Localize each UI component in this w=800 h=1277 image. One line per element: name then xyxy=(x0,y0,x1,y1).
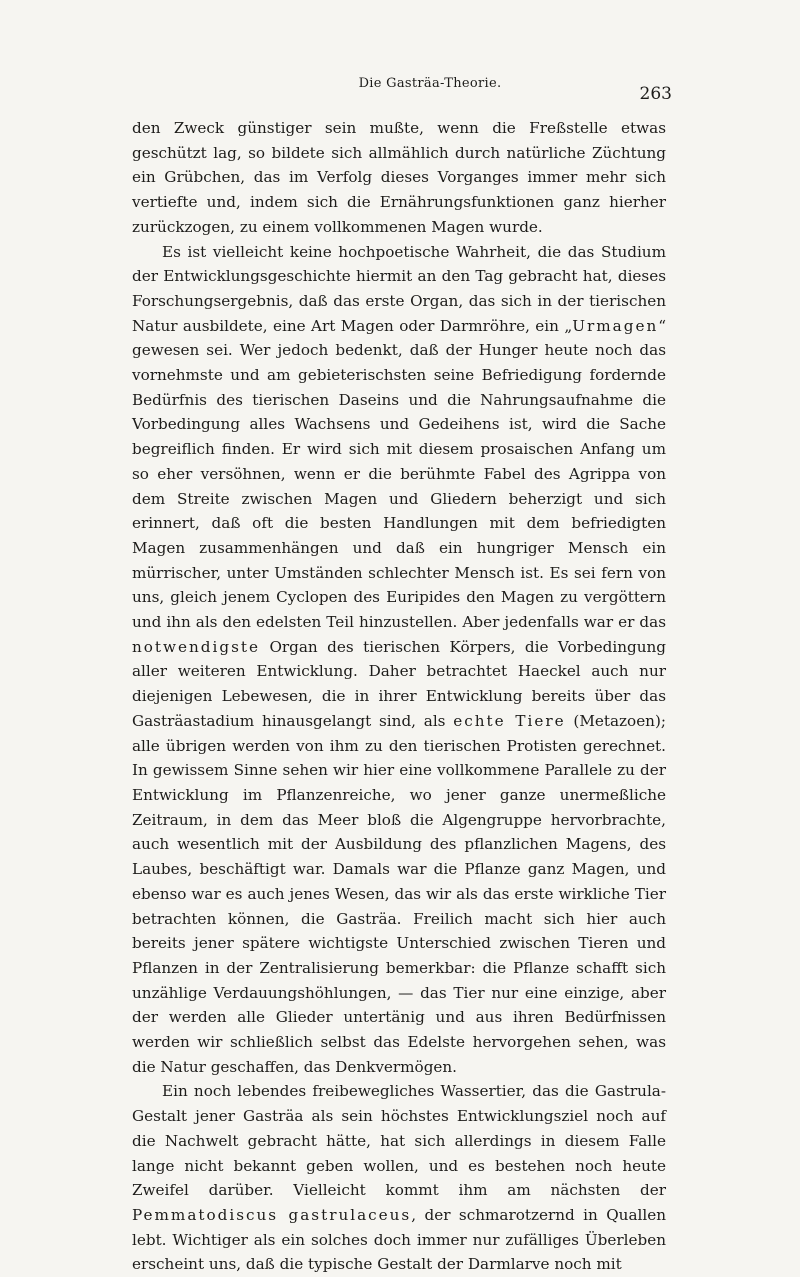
paragraph-2 xyxy=(132,240,666,1080)
text-run: den Zweck günstiger sein mußte, wenn die Freßstelle etwas geschützt lag, so bildete sich allmählich durch natürliche Züchtung ein Grübchen, das im Verfolg dieses Vorganges immer mehr sich vertiefte und, indem sich die Ernährungsfunktionen ganz hierher zurückzogen, zu einem vollkommenen Magen wurde. xyxy=(132,119,666,236)
text-run: Es ist vielleicht keine hochpoetische Wahrheit, die das Studium der Entwicklungsgeschichte hiermit an den Tag gebracht hat, dieses Forschungsergebnis, daß das erste Organ, das sich in der tierischen Natur ausbildete, eine Art Magen oder Darmröhre, ein „ xyxy=(132,242,666,335)
text-run: Organ des tierischen Körpers, die Vorbedingung aller weiteren Entwicklung. Daher betrachtet Haeckel auch nur diejenigen Lebewesen, die in ihrer Entwicklung bereits über das Gasträastadium hinausgelangt sind, als xyxy=(132,637,666,730)
emphasized-term-urmagen: Urmagen xyxy=(572,316,659,335)
text-run: Ein noch lebendes freibewegliches Wassertier, das die Gastrula-Gestalt jener Gasträa als sein höchstes Entwicklungsziel noch auf die Nachwelt gebracht hätte, hat sich allerdings in diesem Falle lange nicht bekannt geben wollen, und es bestehen noch heute Zweifel darüber. Vielleicht kommt ihm am nächsten der xyxy=(132,1082,666,1200)
text-run: “ gewesen sei. Wer jedoch bedenkt, daß der Hunger heute noch das vornehmste und am gebieterischsten seine Befriedigung fordernde Bedürfnis des tierischen Daseins und die Nahrungsaufnahme die Vorbedingung alles Wachsens und Gedeihens ist, wird die Sache begreiflich finden. Er wird sich mit diesem prosaischen Anfang um so eher versöhnen, wenn er die berühmte Fabel des Agrippa von dem Streite zwischen Magen und Gliedern beherzigt und sich erinnert, daß oft die besten Handlungen mit dem befriedigten Magen zusammenhängen und daß ein hungriger Mensch ein mürrischer, unter Umständen schlechter Mensch ist. Es sei fern von uns, gleich jenem Cyclopen des Euripides den Magen zu vergöttern und ihn als den edelsten Teil hinzustellen. Aber jedenfalls war er das xyxy=(132,316,666,632)
text-run: (Metazoen); alle übrigen werden von ihm zu den tierischen Protisten gerechnet. In gewissem Sinne sehen wir hier eine vollkommene Parallele zu der Entwicklung im Pflanzenreiche, wo jener ganze unermeßliche Zeitraum, in dem das Meer bloß die Algengruppe hervorbrachte, auch wesentlich mit der Ausbildung des pflanzlichen Magens, des Laubes, beschäftigt war. Damals war die Pflanze ganz Magen, und ebenso war es auch jenes Wesen, das wir als das erste wirkliche Tier betrachten können, die Gasträa. Freilich macht sich hier auch bereits jener spätere wichtigste Unterschied zwischen Tieren und Pflanzen in der Zentralisierung bemerkbar: die Pflanze schafft sich unzählige Verdauungshöhlungen, — das Tier nur eine einzige, aber der werden alle Glieder untertänig und aus ihren Bedürfnissen werden wir schließlich selbst das Edelste hervorgehen sehen, was die Natur geschaffen, das Denkvermögen. xyxy=(132,711,666,1076)
emphasized-term-species-name: Pemmatodiscus gastrulaceus xyxy=(132,1205,412,1224)
paragraph-3 xyxy=(132,1079,666,1277)
paragraph-1 xyxy=(132,116,666,240)
page-number: 263 xyxy=(639,84,672,104)
emphasized-term-notwendigste: notwendigste xyxy=(132,637,260,656)
body-text xyxy=(132,116,666,1277)
emphasized-term-echte-tiere: echte Tiere xyxy=(453,711,566,730)
text-run: , der schmarotzernd in Quallen lebt. Wichtiger als ein solches doch immer nur zufälliges Überleben erscheint uns, daß die typische Gestalt der Darmlarve noch mit xyxy=(132,1205,666,1274)
running-head-title: Die Gasträa-Theorie. xyxy=(358,76,502,91)
